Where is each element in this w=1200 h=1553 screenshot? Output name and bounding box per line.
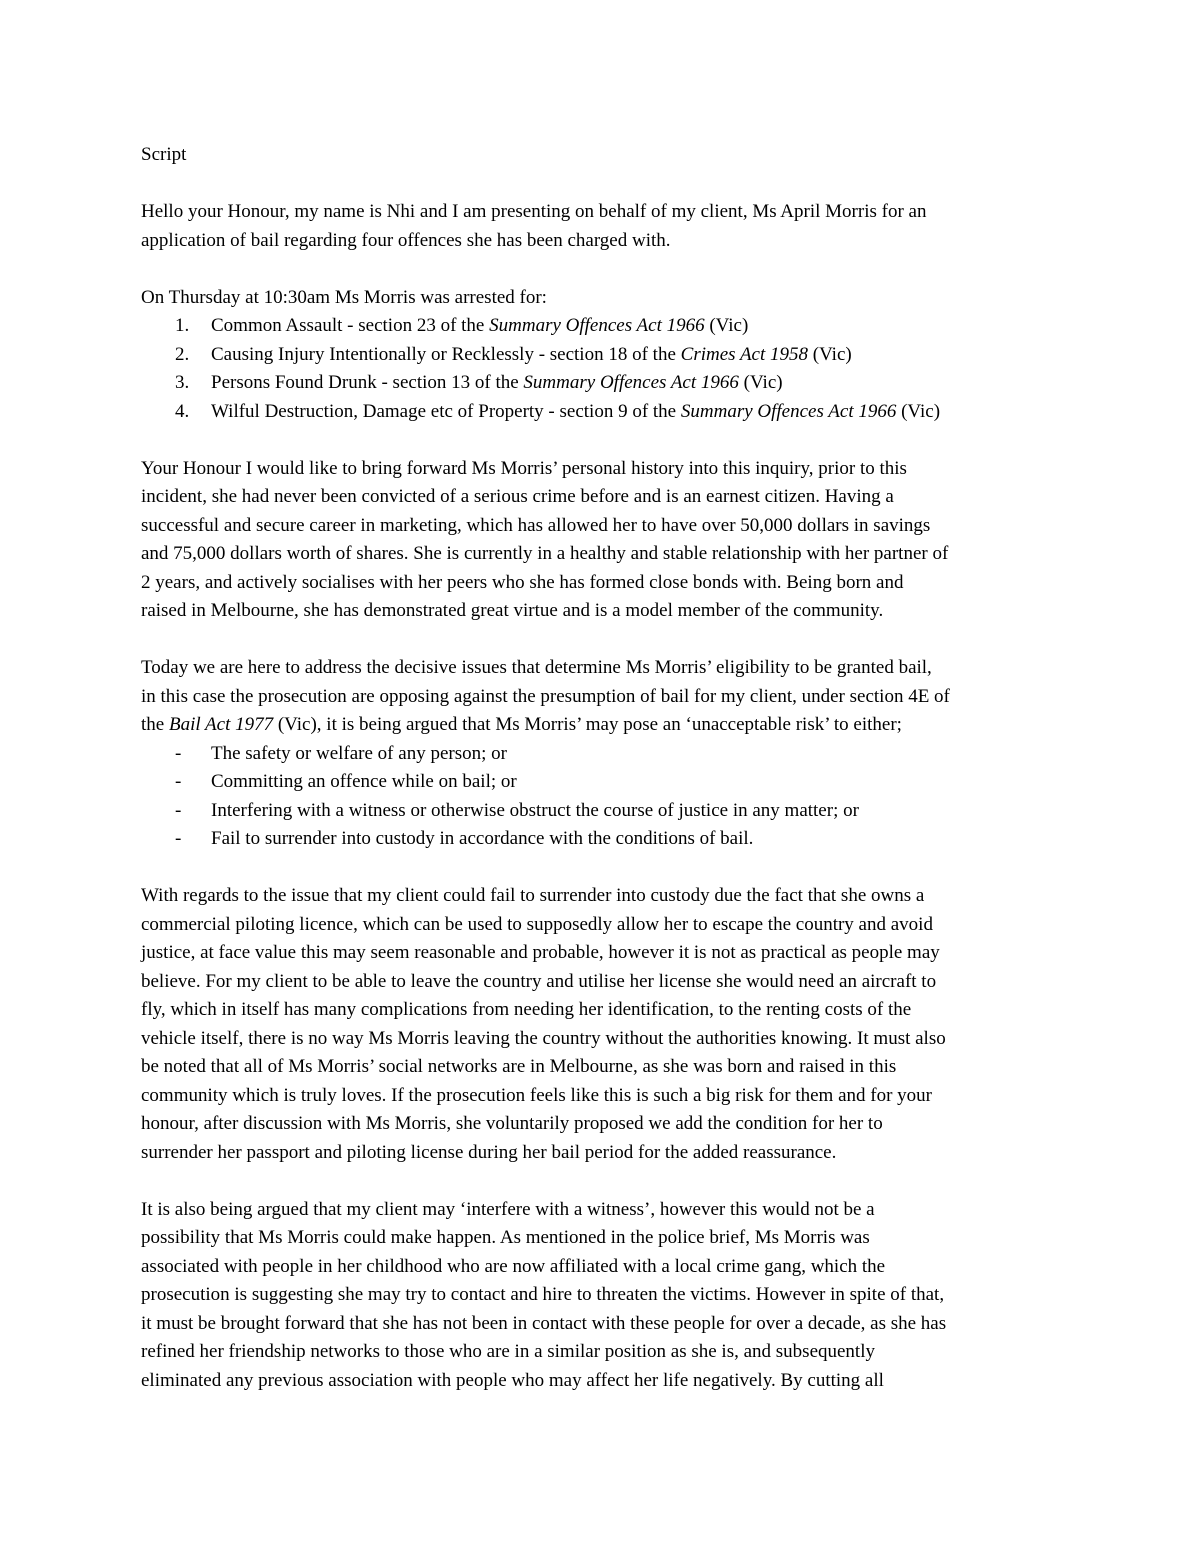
offence-item bbox=[141, 369, 1066, 398]
paragraph-line: surrender her passport and piloting license during her bail period for the added reassurance. bbox=[141, 1141, 837, 1163]
risk-list bbox=[141, 740, 1066, 854]
offence-text: Wilful Destruction, Damage etc of Property - section 9 of the bbox=[211, 400, 681, 422]
blank-line bbox=[141, 426, 1066, 455]
dash-bullet: - bbox=[175, 828, 182, 849]
risk-text: Fail to surrender into custody in accordance with the conditions of bail. bbox=[211, 828, 754, 849]
paragraph-line: application of bail regarding four offences she has been charged with. bbox=[141, 229, 671, 251]
act-title: Summary Offences Act 1966 bbox=[489, 315, 705, 336]
paragraph-line: Your Honour I would like to bring forward Ms Morris’ personal history into this inquiry, prior to this bbox=[141, 457, 907, 479]
offence-item bbox=[141, 341, 1066, 370]
paragraph-line: eliminated any previous association with people who may affect her life negatively. By cutting all bbox=[141, 1369, 884, 1391]
paragraph-line: vehicle itself, there is no way Ms Morris leaving the country without the authorities knowing. It must also bbox=[141, 1027, 946, 1049]
paragraph-line: Hello your Honour, my name is Nhi and I am presenting on behalf of my client, Ms April Morris for an bbox=[141, 201, 927, 222]
arrest-intro: On Thursday at 10:30am Ms Morris was arrested for: bbox=[141, 286, 547, 308]
risk-text: Interfering with a witness or otherwise obstruct the course of justice in any matter; or bbox=[211, 799, 859, 821]
paragraph-line: it must be brought forward that she has not been in contact with these people for over a decade, as she has bbox=[141, 1312, 947, 1334]
paragraph-line: and 75,000 dollars worth of shares. She is currently in a healthy and stable relationship with her partner of bbox=[141, 543, 949, 564]
line-text: the bbox=[141, 714, 169, 735]
offence-text: Persons Found Drunk - section 13 of the bbox=[211, 372, 524, 393]
paragraph-line: be noted that all of Ms Morris’ social networks are in Melbourne, as she was born and raised in this bbox=[141, 1056, 897, 1077]
intro-paragraph bbox=[141, 198, 1066, 255]
paragraph-line: Today we are here to address the decisive issues that determine Ms Morris’ eligibility to be granted bail, bbox=[141, 657, 932, 678]
offence-text: Common Assault - section 23 of the bbox=[211, 315, 490, 336]
list-number: 2. bbox=[175, 343, 190, 365]
risk-text: The safety or welfare of any person; or bbox=[211, 742, 507, 764]
blank-line bbox=[141, 255, 1066, 284]
paragraph-line: refined her friendship networks to those who are in a similar position as she is, and subsequently bbox=[141, 1341, 875, 1362]
paragraph-line: incident, she had never been convicted of a serious crime before and is an earnest citizen. Having a bbox=[141, 486, 894, 507]
jurisdiction: (Vic) bbox=[896, 400, 941, 422]
paragraph-line: honour, after discussion with Ms Morris, she voluntarily proposed we add the condition for her to bbox=[141, 1113, 883, 1134]
paragraph-line: in this case the prosecution are opposing against the presumption of bail for my client, under section 4E of bbox=[141, 685, 950, 707]
list-number: 1. bbox=[175, 315, 190, 336]
history-paragraph bbox=[141, 455, 1066, 626]
list-number: 3. bbox=[175, 372, 190, 393]
paragraph-line: It is also being argued that my client may ‘interfere with a witness’, however this would not be a bbox=[141, 1198, 875, 1220]
paragraph-line: successful and secure career in marketing, which has allowed her to have over 50,000 dollars in savings bbox=[141, 514, 931, 536]
offence-list bbox=[141, 312, 1066, 426]
document-body bbox=[141, 141, 1066, 1395]
offence-text: Causing Injury Intentionally or Recklessly - section 18 of the bbox=[211, 343, 681, 365]
paragraph-line: With regards to the issue that my client could fail to surrender into custody due the fact that she owns a bbox=[141, 885, 925, 906]
jurisdiction: (Vic) bbox=[704, 315, 749, 336]
blank-line bbox=[141, 1167, 1066, 1196]
dash-bullet: - bbox=[175, 799, 182, 821]
list-number: 4. bbox=[175, 400, 190, 422]
witness-paragraph bbox=[141, 1196, 1066, 1396]
issues-paragraph bbox=[141, 654, 1066, 740]
paragraph-line: believe. For my client to be able to leave the country and utilise her license she would need an aircraft to bbox=[141, 970, 937, 992]
act-title: Crimes Act 1958 bbox=[680, 343, 809, 365]
paragraph-line: possibility that Ms Morris could make happen. As mentioned in the police brief, Ms Morris was bbox=[141, 1227, 870, 1248]
line-text: (Vic), it is being argued that Ms Morris’ may pose an ‘unacceptable risk’ to either; bbox=[273, 714, 902, 735]
offence-item bbox=[141, 398, 1066, 427]
risk-item bbox=[141, 797, 1066, 826]
paragraph-line bbox=[141, 711, 1066, 740]
paragraph-line: fly, which in itself has many complications from needing her identification, to the renting costs of the bbox=[141, 999, 912, 1020]
risk-item bbox=[141, 740, 1066, 769]
custody-paragraph bbox=[141, 882, 1066, 1167]
document-heading: Script bbox=[141, 144, 187, 165]
risk-item bbox=[141, 768, 1066, 797]
risk-item bbox=[141, 825, 1066, 854]
dash-bullet: - bbox=[175, 771, 182, 792]
paragraph-line: raised in Melbourne, she has demonstrated great virtue and is a model member of the community. bbox=[141, 600, 884, 621]
blank-line bbox=[141, 170, 1066, 199]
paragraph-line: commercial piloting licence, which can be used to supposedly allow her to escape the country and avoid bbox=[141, 913, 933, 935]
paragraph-line: prosecution is suggesting she may try to contact and hire to threaten the victims. However in spite of that, bbox=[141, 1284, 945, 1305]
paragraph-line: justice, at face value this may seem reasonable and probable, however it is not as practical as people may bbox=[141, 942, 940, 963]
risk-text: Committing an offence while on bail; or bbox=[211, 771, 517, 792]
jurisdiction: (Vic) bbox=[738, 372, 783, 393]
offence-item bbox=[141, 312, 1066, 341]
blank-line bbox=[141, 626, 1066, 655]
blank-line bbox=[141, 854, 1066, 883]
act-title: Summary Offences Act 1966 bbox=[680, 400, 897, 422]
dash-bullet: - bbox=[175, 742, 182, 764]
paragraph-line: 2 years, and actively socialises with her peers who she has formed close bonds with. Being born and bbox=[141, 571, 904, 593]
jurisdiction: (Vic) bbox=[808, 343, 852, 365]
paragraph-line: associated with people in her childhood who are now affiliated with a local crime gang, which the bbox=[141, 1255, 886, 1277]
act-title: Summary Offences Act 1966 bbox=[523, 372, 739, 393]
act-title: Bail Act 1977 bbox=[168, 714, 274, 735]
paragraph-line: community which is truly loves. If the prosecution feels like this is such a big risk for them and for your bbox=[141, 1084, 932, 1106]
